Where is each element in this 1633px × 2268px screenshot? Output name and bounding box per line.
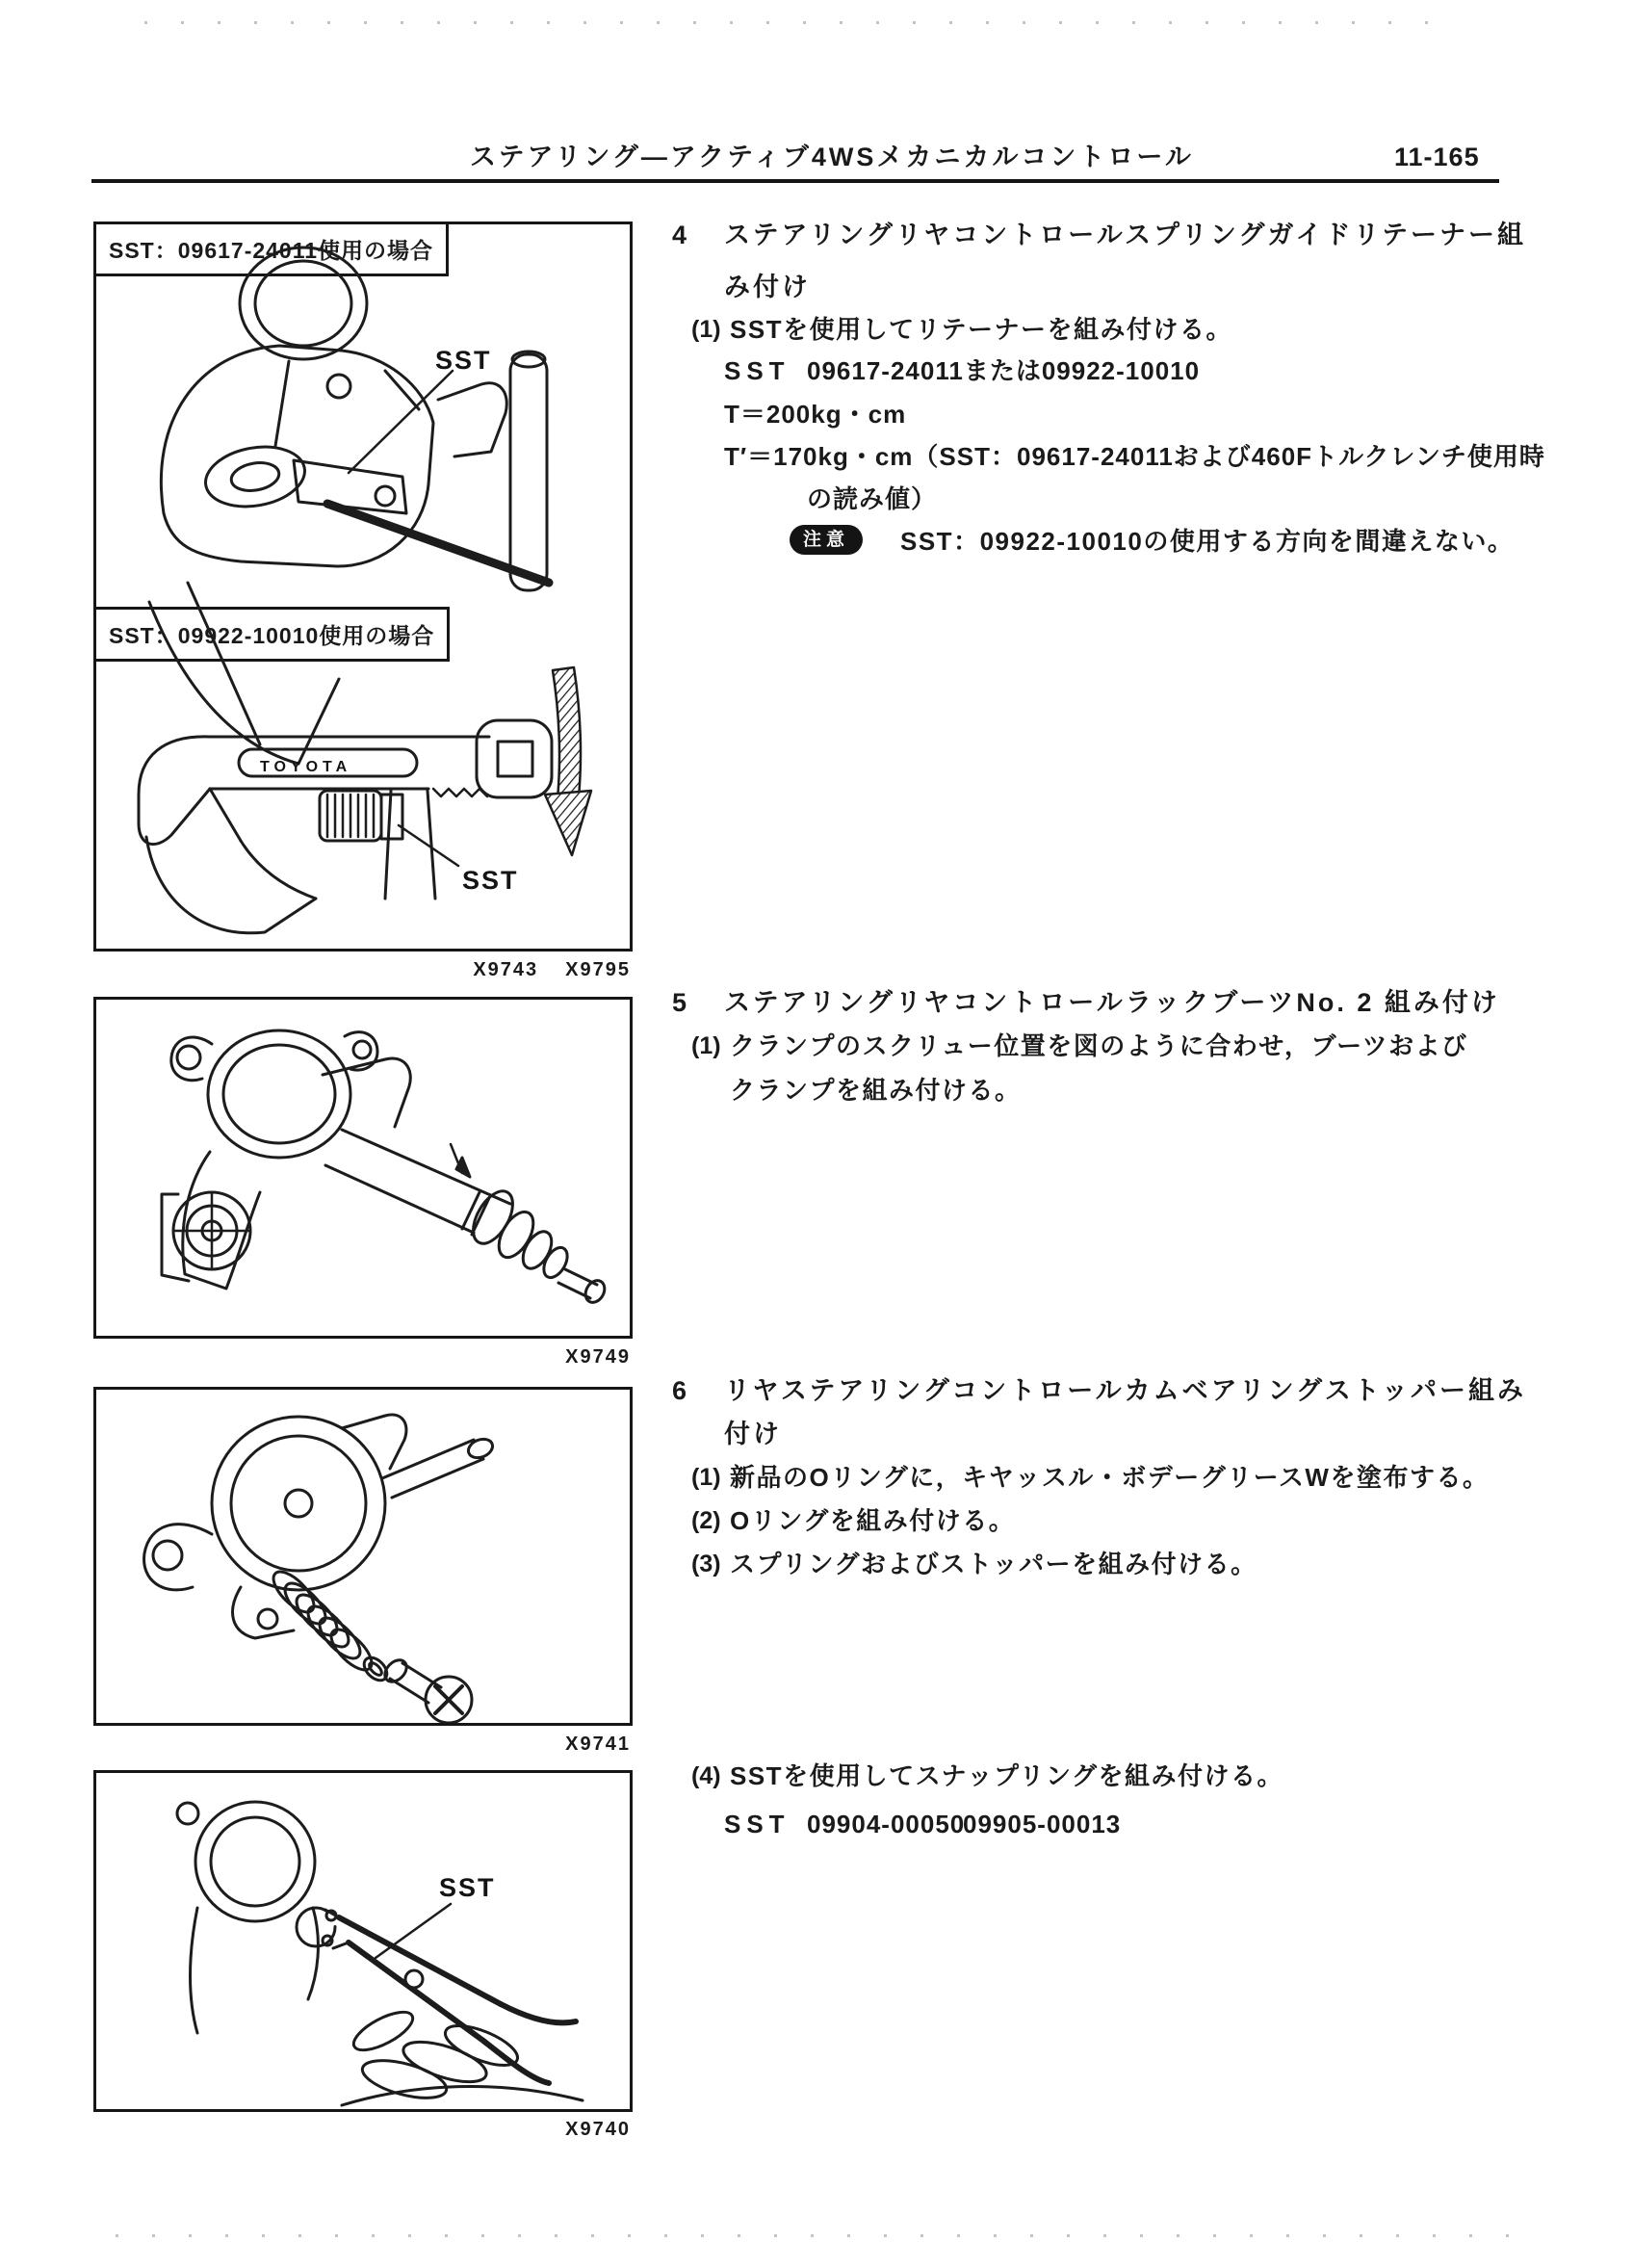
section5-number: 5	[672, 988, 687, 1017]
section4-title-line1: ステアリングリヤコントロールスプリングガイドリテーナー組	[724, 221, 1526, 249]
figure-box-4	[93, 1770, 633, 2112]
scan-noise-bottom	[116, 2234, 1512, 2237]
figure1-code: X9743 X9795	[473, 959, 631, 980]
section4-sst-value: 09617-24011または09922-10010	[807, 356, 1201, 385]
monkey-wrench-drawing	[139, 720, 552, 933]
section6-step2-number: (2)	[691, 1507, 721, 1534]
section6-sst-value2: 09905-00013	[963, 1810, 1122, 1838]
figure1-sst-callout-top: SST	[435, 346, 492, 375]
figure2-code: X9749	[565, 1346, 631, 1368]
rack-boot-drawing	[162, 1030, 609, 1306]
figure4-sst-callout: SST	[439, 1873, 496, 1902]
section6-step3-text: スプリングおよびストッパーを組み付ける。	[730, 1550, 1257, 1578]
section4-sst-label: SST	[724, 356, 791, 385]
figure2-illustration	[96, 1000, 630, 1336]
section5-step1-number: (1)	[691, 1032, 721, 1059]
section4-torque-line1: T＝200kg・cm	[724, 400, 907, 429]
header-rule	[91, 179, 1499, 183]
section6-step3-number: (3)	[691, 1551, 721, 1577]
section6-title-line1: リヤステアリングコントロールカムベアリングストッパー組み	[724, 1376, 1526, 1405]
snap-ring-pliers-drawing	[177, 1802, 583, 2105]
figure3-illustration	[96, 1390, 630, 1723]
section6-sst-label: SST	[724, 1810, 791, 1838]
figure1-illustration	[96, 224, 630, 949]
scan-noise-top	[144, 21, 1444, 24]
section6-step1-number: (1)	[691, 1464, 721, 1491]
section4-torque-line3: の読み値）	[807, 484, 938, 513]
figure-box-1	[93, 222, 633, 952]
figure-box-2	[93, 997, 633, 1339]
section4-number: 4	[672, 221, 687, 249]
gear-in-vise-drawing	[149, 248, 549, 764]
section6-step2-text: Oリングを組み付ける。	[730, 1506, 1016, 1535]
section6-sst-value1: 09904-00050	[807, 1810, 966, 1838]
section6-step4-text: SSTを使用してスナップリングを組み付ける。	[730, 1761, 1283, 1790]
figure3-code: X9741	[565, 1734, 631, 1755]
stopper-exploded-drawing	[144, 1415, 496, 1723]
section6-title-line2: 付け	[724, 1420, 782, 1448]
figure4-illustration	[96, 1773, 630, 2109]
wrench-brand-text: TOYOTA	[260, 759, 352, 775]
section4-step1-text: SSTを使用してリテーナーを組み付ける。	[730, 315, 1233, 344]
figure-box-3	[93, 1387, 633, 1726]
section6-step1-text: 新品のOリングに，キヤッスル・ボデーグリースWを塗布する。	[730, 1463, 1490, 1492]
section5-title: ステアリングリヤコントロールラックブーツNo. 2 組み付け	[724, 988, 1500, 1017]
section4-note-text: SST：09922-10010の使用する方向を間違えない。	[900, 527, 1515, 556]
section5-step1-line2: クランプを組み付ける。	[730, 1076, 1022, 1105]
section5-step1-line1: クランプのスクリュー位置を図のように合わせ，ブーツおよび	[730, 1031, 1468, 1060]
caution-badge: 注意	[790, 525, 863, 555]
section4-title-line2: み付け	[724, 273, 811, 301]
section6-step4-number: (4)	[691, 1762, 721, 1789]
page-number: 11-165	[1394, 143, 1480, 171]
figure1-sst-callout-bottom: SST	[462, 866, 519, 895]
section4-step1-number: (1)	[691, 316, 721, 343]
figure1-label-bottom: SST：09922-10010使用の場合	[93, 607, 450, 662]
figure1-label-top: SST：09617-24011使用の場合	[93, 222, 449, 276]
section6-number: 6	[672, 1376, 687, 1405]
section4-torque-line2: T′＝170kg・cm（SST：09617-24011および460Fトルクレンチ使用時	[724, 442, 1545, 471]
page-header-title: ステアリング—アクティブ4WSメカニカルコントロール	[470, 143, 1194, 171]
figure4-code: X9740	[565, 2119, 631, 2140]
